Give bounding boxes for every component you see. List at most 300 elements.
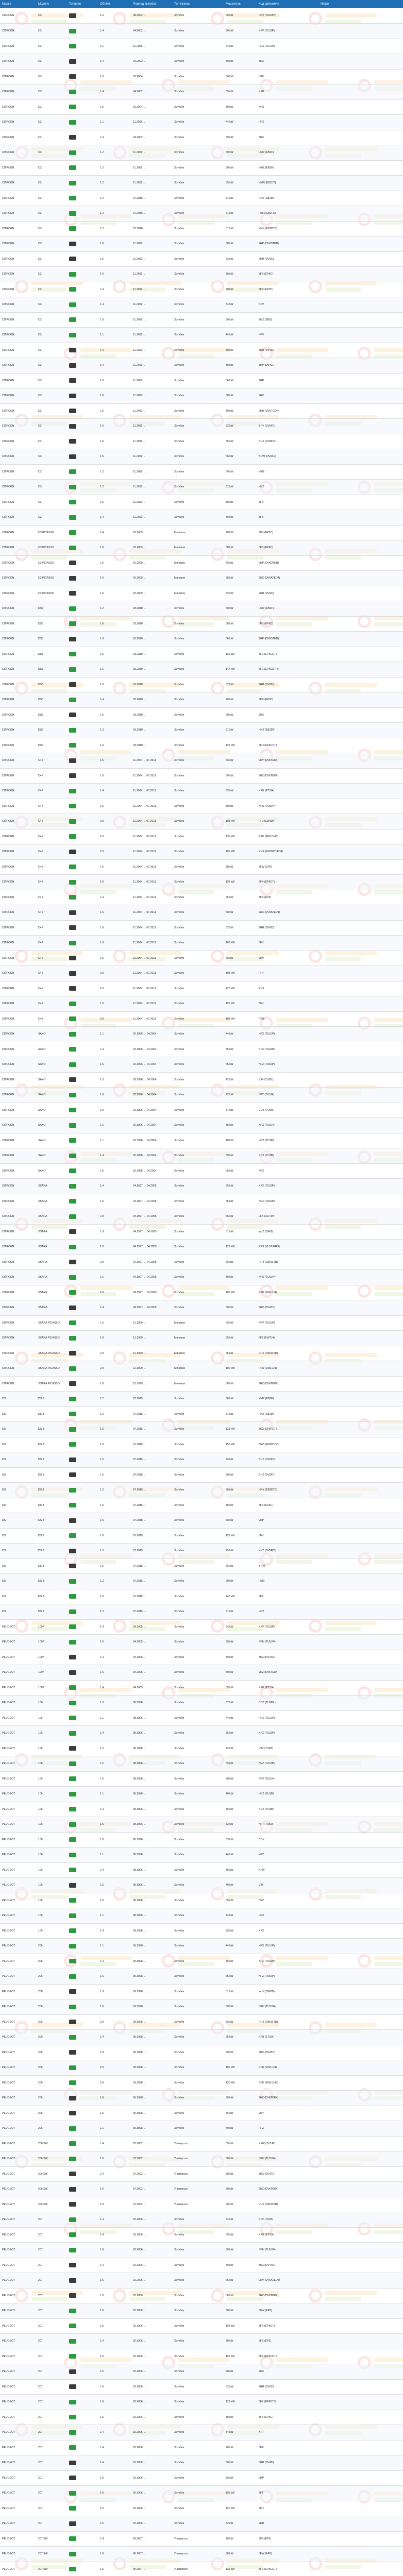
cell-model: 207 bbox=[38, 2248, 43, 2251]
petrol-badge-icon bbox=[69, 698, 76, 702]
petrol-badge-icon bbox=[69, 1716, 76, 1720]
petrol-badge-icon bbox=[69, 1868, 76, 1872]
cell-production-period: 11.2004 → 07.2011 bbox=[133, 804, 156, 808]
table-row bbox=[0, 328, 403, 343]
petrol-badge-icon bbox=[69, 1974, 76, 1979]
cell-power: 44 kW bbox=[226, 1716, 233, 1720]
cell-power: 82 kW bbox=[226, 591, 233, 595]
cell-info bbox=[318, 2227, 403, 2243]
petrol-badge-icon bbox=[69, 90, 76, 94]
table-row bbox=[0, 844, 403, 860]
cell-fuel bbox=[67, 403, 98, 419]
cell-engine-code: HFV (TU5JP4) bbox=[259, 14, 277, 18]
cell-engine-code: HFZ bbox=[259, 1853, 264, 1856]
cell-power: 75 kW bbox=[226, 1549, 233, 1552]
table-row bbox=[0, 1270, 403, 1285]
cell-make: PEUGEOT bbox=[2, 2279, 15, 2282]
cell-production-period: 02.2006 → bbox=[133, 2522, 146, 2525]
table-row bbox=[0, 403, 403, 419]
cell-info bbox=[318, 2106, 403, 2121]
cell-make: CITROEN bbox=[2, 181, 14, 184]
cell-model: 207 bbox=[38, 2263, 43, 2267]
cell-model: 207 bbox=[38, 2354, 43, 2358]
cell-engine-code: NFT (TU5J4) bbox=[259, 1823, 275, 1826]
table-row bbox=[0, 8, 403, 24]
cell-displacement: 1.6 bbox=[100, 926, 104, 929]
cell-make: CITROEN bbox=[2, 257, 14, 261]
cell-make: PEUGEOT bbox=[2, 1747, 15, 1750]
table-row bbox=[0, 1118, 403, 1133]
cell-displacement: 1.6 bbox=[100, 1823, 104, 1826]
cell-info bbox=[318, 1817, 403, 1833]
cell-power: 55 kW bbox=[226, 181, 233, 184]
cell-make: CITROEN bbox=[2, 1276, 14, 1279]
cell-power: 115 kW bbox=[226, 1534, 235, 1537]
table-row bbox=[0, 2136, 403, 2151]
cell-engine-code: KFX (TU3JP) bbox=[259, 1959, 275, 1963]
cell-fuel bbox=[67, 525, 98, 540]
cell-model: 206 bbox=[38, 2020, 43, 2024]
cell-displacement: 1.9 bbox=[100, 1230, 104, 1233]
cell-info bbox=[318, 2516, 403, 2532]
cell-power: 130 kW bbox=[226, 835, 235, 838]
cell-body-type: Хэтчбек bbox=[174, 1124, 184, 1127]
cell-production-period: 11.2004 → 07.2011 bbox=[133, 865, 156, 869]
cell-model: DS3 bbox=[38, 652, 44, 656]
cell-model: 207 bbox=[38, 2461, 43, 2464]
cell-production-period: 11.2009 → bbox=[133, 485, 146, 488]
petrol-badge-icon bbox=[69, 1503, 76, 1507]
cell-production-period: 11.2009 → bbox=[133, 379, 146, 382]
cell-info bbox=[318, 920, 403, 936]
petrol-badge-icon bbox=[69, 1336, 76, 1341]
cell-make: PEUGEOT bbox=[2, 2157, 15, 2160]
cell-info bbox=[318, 2501, 403, 2516]
cell-make: CITROEN bbox=[2, 166, 14, 170]
cell-make: CITROEN bbox=[2, 728, 14, 732]
cell-displacement: 1.6 bbox=[100, 1124, 104, 1127]
cell-fuel bbox=[67, 951, 98, 966]
petrol-badge-icon bbox=[69, 333, 76, 337]
cell-make: PEUGEOT bbox=[2, 1959, 15, 1963]
cell-power: 33 kW bbox=[226, 1838, 233, 1841]
cell-body-type: Универсал bbox=[174, 2537, 188, 2540]
cell-make: DS bbox=[2, 1397, 6, 1400]
cell-make: CITROEN bbox=[2, 151, 14, 154]
petrol-badge-icon bbox=[69, 469, 76, 474]
petrol-badge-icon bbox=[69, 941, 76, 945]
cell-make: PEUGEOT bbox=[2, 2522, 15, 2525]
cell-model: C3 bbox=[38, 516, 42, 519]
cell-body-type: Хэтчбек bbox=[174, 242, 184, 245]
table-row bbox=[0, 2060, 403, 2076]
cell-engine-code: 9HP (DV6DTED) bbox=[259, 561, 279, 565]
cell-engine-code: HNZ bbox=[259, 1610, 264, 1613]
cell-power: 115 kW bbox=[226, 1002, 235, 1005]
cell-body-type: Хэтчбек bbox=[174, 1686, 184, 1689]
table-row bbox=[0, 662, 403, 677]
cell-body-type: Хэтчбек bbox=[174, 668, 184, 671]
cell-info bbox=[318, 1908, 403, 1924]
cell-power: 88 kW bbox=[226, 1503, 233, 1507]
cell-displacement: 1.6 bbox=[100, 1519, 104, 1522]
cell-make: CITROEN bbox=[2, 75, 14, 78]
cell-fuel bbox=[67, 1726, 98, 1741]
cell-model: 207 bbox=[38, 2279, 43, 2282]
cell-production-period: 02.2009 → bbox=[133, 531, 146, 534]
diesel-badge-icon bbox=[69, 1306, 76, 1310]
cell-make: CITROEN bbox=[2, 135, 14, 139]
cell-body-type: Хэтчбек bbox=[174, 713, 184, 717]
cell-fuel bbox=[67, 981, 98, 996]
cell-displacement: 1.6 bbox=[100, 455, 104, 458]
cell-fuel bbox=[67, 1908, 98, 1924]
cell-power: 153 kW bbox=[226, 1443, 235, 1446]
cell-production-period: 11.2009 → bbox=[133, 348, 146, 352]
cell-fuel bbox=[67, 160, 98, 176]
cell-production-period: 09.1998 → bbox=[133, 2096, 146, 2099]
table-row bbox=[0, 1406, 403, 1422]
table-row bbox=[0, 2045, 403, 2060]
cell-model: C4 I bbox=[38, 820, 43, 823]
table-row bbox=[0, 2318, 403, 2334]
cell-production-period: 09.1998 → bbox=[133, 1975, 146, 1978]
cell-production-period: 08.1996 → bbox=[133, 1792, 146, 1795]
cell-body-type: Хэтчбек bbox=[174, 318, 184, 321]
cell-power: 80 kW bbox=[226, 774, 233, 777]
cell-body-type: Хэтчбек bbox=[174, 804, 184, 808]
cell-model: 206 bbox=[38, 2005, 43, 2008]
cell-engine-code: BHW bbox=[259, 1564, 265, 1568]
cell-engine-code: 9HP (DV6DTED) bbox=[259, 637, 279, 640]
cell-model: XSARA bbox=[38, 1184, 47, 1188]
cell-displacement: 1.6 bbox=[100, 2157, 104, 2160]
cell-power: 65 kW bbox=[226, 1975, 233, 1978]
cell-power: 50 kW bbox=[226, 1306, 233, 1309]
diesel-badge-icon bbox=[69, 74, 76, 79]
cell-make: PEUGEOT bbox=[2, 1944, 15, 1947]
cell-production-period: 11.2004 → 07.2011 bbox=[133, 820, 156, 823]
table-row bbox=[0, 1771, 403, 1787]
cell-info bbox=[318, 1346, 403, 1361]
cell-body-type: Хэтчбек bbox=[174, 1017, 184, 1021]
cell-displacement: 2.0 bbox=[100, 1245, 104, 1248]
cell-fuel bbox=[67, 875, 98, 890]
cell-fuel bbox=[67, 1589, 98, 1604]
diesel-badge-icon bbox=[69, 454, 76, 459]
cell-make: PEUGEOT bbox=[2, 2537, 15, 2540]
petrol-badge-icon bbox=[69, 1898, 76, 1903]
cell-info bbox=[318, 510, 403, 526]
cell-power: 44 kW bbox=[226, 1914, 233, 1917]
cell-info bbox=[318, 312, 403, 328]
cell-info bbox=[318, 692, 403, 708]
cell-production-period: 02.2006 → bbox=[133, 2294, 146, 2297]
petrol-badge-icon bbox=[69, 317, 76, 322]
cell-power: 66 kW bbox=[226, 2111, 233, 2115]
petrol-badge-icon bbox=[69, 530, 76, 535]
cell-production-period: 06.2007 → bbox=[133, 2552, 146, 2555]
cell-model: 206 SW bbox=[38, 2142, 48, 2145]
cell-fuel bbox=[67, 571, 98, 586]
cell-production-period: 11.2009 → bbox=[133, 439, 146, 443]
cell-model: C3 bbox=[38, 257, 42, 261]
cell-engine-code: KFX (TU3JP) bbox=[259, 1184, 275, 1188]
cell-power: 88 kW bbox=[226, 500, 233, 504]
cell-body-type: Хэтчбек bbox=[174, 1640, 184, 1643]
cell-info bbox=[318, 1741, 403, 1756]
cell-production-period: 11.2009 → bbox=[133, 257, 146, 261]
header-engine-code: Код двигателя bbox=[259, 3, 279, 6]
cell-make: CITROEN bbox=[2, 1124, 14, 1127]
cell-info bbox=[318, 1513, 403, 1529]
cell-power: 72 kW bbox=[226, 1823, 233, 1826]
cell-power: 115 kW bbox=[226, 652, 235, 656]
cell-displacement: 2.0 bbox=[100, 2020, 104, 2024]
cell-body-type: Хэтчбек bbox=[174, 287, 184, 291]
cell-make: PEUGEOT bbox=[2, 2233, 15, 2236]
petrol-badge-icon bbox=[69, 1320, 76, 1325]
cell-body-type: Хэтчбек bbox=[174, 1230, 184, 1233]
cell-displacement: 1.6 bbox=[100, 105, 104, 109]
petrol-badge-icon bbox=[69, 2324, 76, 2328]
cell-body-type: Хэтчбек bbox=[174, 1792, 184, 1795]
diesel-badge-icon bbox=[69, 682, 76, 687]
cell-displacement: 1.6 bbox=[100, 1975, 104, 1978]
cell-fuel bbox=[67, 1696, 98, 1711]
cell-power: 81 kW bbox=[226, 1610, 233, 1613]
table-row bbox=[0, 2364, 403, 2380]
table-row bbox=[0, 1133, 403, 1148]
cell-model: 106 bbox=[38, 1884, 43, 1887]
cell-power: 88 kW bbox=[226, 1124, 233, 1127]
cell-fuel bbox=[67, 1346, 98, 1361]
cell-fuel bbox=[67, 1650, 98, 1665]
table-row bbox=[0, 2227, 403, 2243]
cell-make: PEUGEOT bbox=[2, 2263, 15, 2267]
cell-production-period: 07.2015 → bbox=[133, 1534, 146, 1537]
cell-production-period: 11.2004 → 07.2011 bbox=[133, 850, 156, 853]
petrol-badge-icon bbox=[69, 105, 76, 109]
cell-make: CITROEN bbox=[2, 1367, 14, 1370]
cell-fuel bbox=[67, 1088, 98, 1103]
cell-fuel bbox=[67, 753, 98, 769]
cell-engine-code: NFU (TU5JP4) bbox=[259, 1640, 277, 1643]
cell-info bbox=[318, 2547, 403, 2562]
cell-info bbox=[318, 236, 403, 252]
cell-model: 206 SW bbox=[38, 2172, 48, 2176]
cell-production-period: 08.1996 → bbox=[133, 1899, 146, 1902]
petrol-badge-icon bbox=[69, 1624, 76, 1629]
cell-displacement: 1.4 bbox=[100, 2233, 104, 2236]
cell-production-period: 02.2009 → bbox=[133, 577, 146, 580]
cell-fuel bbox=[67, 2303, 98, 2319]
cell-model: 207 SW bbox=[38, 2567, 48, 2571]
cell-fuel bbox=[67, 1939, 98, 1954]
table-row bbox=[0, 2212, 403, 2228]
cell-power: 54 kW bbox=[226, 303, 233, 306]
cell-engine-code: VJX (TUD5) bbox=[259, 1747, 273, 1750]
table-row bbox=[0, 251, 403, 267]
cell-engine-code: 5FV bbox=[259, 941, 264, 944]
cell-engine-code: 8HX bbox=[259, 135, 264, 139]
cell-production-period: 02.2006 → bbox=[133, 2218, 146, 2221]
cell-body-type: Хэтчбек bbox=[174, 2370, 184, 2373]
cell-displacement: 1.1 bbox=[100, 1853, 104, 1856]
cell-displacement: 1.6 bbox=[100, 1458, 104, 1461]
cell-power: 68 kW bbox=[226, 2370, 233, 2373]
cell-power: 100 kW bbox=[226, 2066, 235, 2069]
cell-body-type: Хэтчбек bbox=[174, 1959, 184, 1963]
cell-info bbox=[318, 890, 403, 905]
cell-production-period: 07.2016 → bbox=[133, 196, 146, 200]
cell-body-type: Хэтчбек bbox=[174, 987, 184, 990]
cell-fuel bbox=[67, 905, 98, 921]
cell-make: CITROEN bbox=[2, 865, 14, 869]
cell-body-type: Хэтчбек bbox=[174, 1397, 184, 1400]
cell-model: C4 I bbox=[38, 850, 43, 853]
cell-model: C4 I bbox=[38, 895, 43, 899]
cell-model: DS 3 bbox=[38, 1580, 44, 1583]
diesel-badge-icon bbox=[69, 1746, 76, 1751]
cell-engine-code: HFZ bbox=[259, 2127, 264, 2130]
cell-displacement: 1.6 bbox=[100, 1443, 104, 1446]
cell-model: 106 bbox=[38, 1914, 43, 1917]
table-row bbox=[0, 647, 403, 662]
cell-production-period: 02.2006 → bbox=[133, 2354, 146, 2358]
cell-body-type: Хэтчбек bbox=[174, 941, 184, 944]
cell-engine-code: 9HZ (DV6TED4) bbox=[259, 1382, 279, 1385]
cell-production-period: 03.2010 → bbox=[133, 713, 146, 717]
cell-model: C4 I bbox=[38, 880, 43, 884]
cell-engine-code: 8HX (DV4TD) bbox=[259, 1306, 275, 1309]
cell-model: 206 bbox=[38, 1959, 43, 1963]
cell-engine-code: 5FU (EP6CDT) bbox=[259, 743, 277, 747]
cell-fuel bbox=[67, 2136, 98, 2151]
cell-make: PEUGEOT bbox=[2, 1929, 15, 1933]
cell-power: 68 kW bbox=[226, 394, 233, 397]
cell-model: 1007 bbox=[38, 1655, 44, 1659]
header-make: Марка bbox=[2, 3, 11, 6]
cell-engine-code: 8FS (EP3) bbox=[259, 2537, 272, 2540]
cell-model: C3 PICASSO bbox=[38, 561, 55, 565]
cell-info bbox=[318, 1027, 403, 1042]
cell-info bbox=[318, 814, 403, 829]
cell-info bbox=[318, 1483, 403, 1498]
table-row bbox=[0, 540, 403, 556]
cell-production-period: 04.2005 → bbox=[133, 1671, 146, 1674]
cell-displacement: 1.1 bbox=[100, 1914, 104, 1917]
cell-info bbox=[318, 2364, 403, 2380]
cell-displacement: 1.6 bbox=[100, 2370, 104, 2373]
cell-displacement: 1.6 bbox=[100, 439, 104, 443]
cell-displacement: 1.6 bbox=[100, 880, 104, 884]
cell-make: CITROEN bbox=[2, 546, 14, 549]
cell-body-type: Хэтчбек bbox=[174, 2324, 184, 2328]
cell-info bbox=[318, 2486, 403, 2501]
table-row bbox=[0, 2562, 403, 2576]
petrol-badge-icon bbox=[69, 2339, 76, 2344]
cell-body-type: Хэтчбек bbox=[174, 379, 184, 382]
cell-fuel bbox=[67, 1255, 98, 1270]
cell-displacement: 1.6 bbox=[100, 1777, 104, 1781]
cell-power: 66 kW bbox=[226, 561, 233, 565]
cell-production-period: 11.2005 → bbox=[133, 121, 146, 124]
cell-displacement: 1.6 bbox=[100, 2506, 104, 2510]
cell-power: 88 kW bbox=[226, 865, 233, 869]
diesel-badge-icon bbox=[69, 1989, 76, 1994]
cell-body-type: Хэтчбек bbox=[174, 2461, 184, 2464]
diesel-badge-icon bbox=[69, 242, 76, 246]
cell-production-period: 09.1998 → bbox=[133, 2005, 146, 2008]
table-row bbox=[0, 2166, 403, 2182]
cell-engine-code: 5FX (EP6DT) bbox=[259, 2324, 275, 2328]
cell-info bbox=[318, 829, 403, 844]
cell-power: 130 kW bbox=[226, 2081, 235, 2084]
cell-fuel bbox=[67, 829, 98, 844]
cell-info bbox=[318, 2060, 403, 2076]
cell-make: DS bbox=[2, 1549, 6, 1552]
cell-displacement: 1.2 bbox=[100, 151, 104, 154]
cell-displacement: 1.2 bbox=[100, 728, 104, 732]
cell-info bbox=[318, 1878, 403, 1893]
cell-displacement: 1.6 bbox=[100, 546, 104, 549]
cell-production-period: 04.2002 → bbox=[133, 60, 146, 63]
petrol-badge-icon bbox=[69, 834, 76, 839]
cell-displacement: 1.2 bbox=[100, 1610, 104, 1613]
cell-model: C4 I bbox=[38, 865, 43, 869]
cell-info bbox=[318, 2349, 403, 2364]
cell-power: 55 kW bbox=[226, 439, 233, 443]
cell-model: 106 bbox=[38, 1716, 43, 1720]
cell-engine-code: 8FR (EP3C) bbox=[259, 698, 274, 701]
table-row bbox=[0, 1862, 403, 1878]
cell-power: 81 kW bbox=[226, 485, 233, 488]
petrol-badge-icon bbox=[69, 1168, 76, 1173]
table-row bbox=[0, 84, 403, 100]
cell-model: DS 3 bbox=[38, 1534, 44, 1537]
cell-info bbox=[318, 540, 403, 556]
cell-make: CITROEN bbox=[2, 1382, 14, 1385]
header-power: Мощность bbox=[226, 3, 241, 6]
cell-make: CITROEN bbox=[2, 591, 14, 595]
cell-fuel bbox=[67, 1011, 98, 1027]
cell-displacement: 1.6 bbox=[100, 1169, 104, 1173]
cell-engine-code: BHX (DV6FD) bbox=[259, 439, 276, 443]
cell-body-type: Минивэн bbox=[174, 1367, 186, 1370]
cell-power: 70 kW bbox=[226, 698, 233, 701]
cell-engine-code: RFN bbox=[259, 1017, 264, 1021]
table-row bbox=[0, 449, 403, 465]
cell-body-type: Хэтчбек bbox=[174, 75, 184, 78]
cell-fuel bbox=[67, 1513, 98, 1529]
table-row bbox=[0, 1893, 403, 1908]
cell-power: 66 kW bbox=[226, 1351, 233, 1355]
cell-make: CITROEN bbox=[2, 926, 14, 929]
table-row bbox=[0, 2303, 403, 2319]
cell-engine-code: 9HP bbox=[259, 379, 264, 382]
cell-model: 106 bbox=[38, 1823, 43, 1826]
cell-fuel bbox=[67, 738, 98, 753]
cell-engine-code: 9HR (DV6C) bbox=[259, 257, 274, 261]
table-row bbox=[0, 1148, 403, 1164]
petrol-badge-icon bbox=[69, 1047, 76, 1052]
cell-model: XSARA bbox=[38, 1245, 47, 1248]
table-row bbox=[0, 555, 403, 571]
cell-make: PEUGEOT bbox=[2, 2431, 15, 2434]
table-row bbox=[0, 1848, 403, 1863]
petrol-badge-icon bbox=[69, 2248, 76, 2252]
